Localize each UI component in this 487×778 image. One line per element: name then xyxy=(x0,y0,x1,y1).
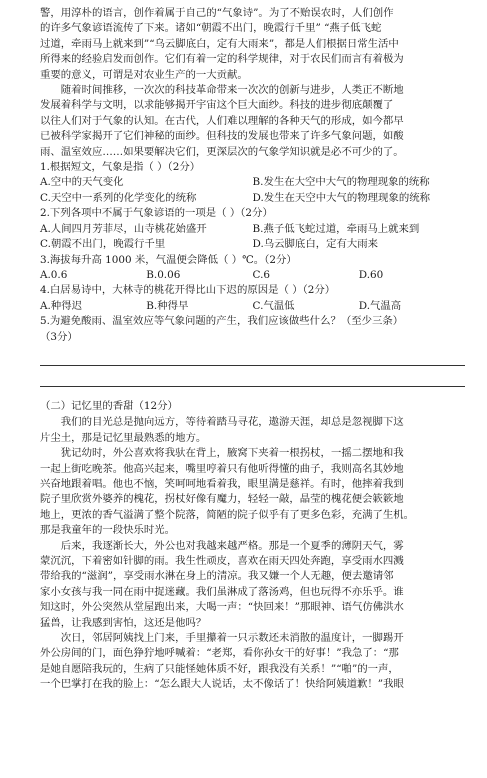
option-a: A.0.6 xyxy=(40,268,68,281)
option-d: D.气温高 xyxy=(358,299,402,312)
text-line: 带给我的“滋润”，享受雨水淋在身上的清凉。我又嫌一个人无趣，便去邀请邻 xyxy=(40,570,394,583)
option-c: C.气温低 xyxy=(252,299,295,312)
text-line: 我们的目光总是抛向远方，等待着踏马寻花，遨游天涯，却总是忽视脚下这 xyxy=(60,416,404,429)
option-d: D.发生在天空中大气的物理现象的统称 xyxy=(252,191,431,204)
text-line: 以往人们对于气象的认知。在古代，人们难以理解的各种天气的形成，如今都早 xyxy=(40,114,404,127)
option-c: C.6 xyxy=(252,268,270,281)
question-1 xyxy=(40,160,465,206)
text-line: 知这时，外公突然从堂屋跑出来，大喝一声：“快回来！”那眼神、语气仿佛洪水 xyxy=(40,601,404,614)
text-line: 已被科学家揭开了它们神秘的面纱。但科技的发展也带来了许多气象问题，如酸 xyxy=(40,130,404,143)
text-line: 是她自愿陪我玩的，生病了只能怪她体质不好，跟我没有关系！”“啪”的一声， xyxy=(40,662,399,675)
passage-2-para-3 xyxy=(40,539,465,631)
text-line: 重要的意义，可谓是对农业生产的一大贡献。 xyxy=(40,68,248,81)
question-score: （3分） xyxy=(40,330,78,343)
question-stem: 3.海拔每升高 1000 米，气温便会降低（ ）℃。（2分） xyxy=(40,253,297,266)
question-stem: 4.白居易诗中，大林寺的桃花开得比山下迟的原因是（ ）（2分） xyxy=(40,284,336,297)
option-b: B.燕子低飞蛇过道，牵雨马上就来到 xyxy=(252,222,420,235)
option-row xyxy=(40,268,465,283)
text-line: 次日，邻居阿姨找上门来，手里攥着一只示数还未消散的温度计，一脚踢开 xyxy=(60,632,404,645)
option-b: B.发生在大空中大气的物理现象的统称 xyxy=(252,176,430,189)
question-2 xyxy=(40,206,465,252)
option-a: A.人间四月芳菲尽，山寺桃花始盛开 xyxy=(40,222,207,235)
option-a: A.种得迟 xyxy=(40,299,82,312)
text-line: 后来，我逐渐长大，外公也对我越来越严格。那是一个夏季的薄阴天气，雾 xyxy=(60,539,404,552)
option-row xyxy=(40,237,465,252)
option-c: C.朝霞不出门，晚霞行千里 xyxy=(40,238,166,251)
text-line: 雨、温室效应……如果要解决它们，更深层次的气象学知识就是必不可少的了。 xyxy=(40,145,404,158)
text-line: 过道，牵雨马上就来到”“乌云脚底白，定有大雨来”，都是人们根据日常生活中 xyxy=(40,37,399,50)
text-line: 家小女孩与我一同在雨中捉迷藏。我们虽淋成了落汤鸡，但也玩得不亦乐乎。谁 xyxy=(40,585,404,598)
text-line: 蒙沉沉，下着密如针脚的雨。我生性顽皮，喜欢在雨天四处奔跑，享受雨水四溅 xyxy=(40,555,404,567)
text-line: 那是我童年的一段快乐时光。 xyxy=(40,524,176,537)
passage-2-para-1 xyxy=(40,415,465,446)
question-list xyxy=(40,160,465,387)
text-line: 片尘土，那是记忆里最熟悉的地方。 xyxy=(40,431,207,444)
text-line: 地上，更浓的香气溢满了整个院落，简陋的院子似乎有了更多色彩，充满了生机。 xyxy=(40,508,415,521)
text-line: 的许多气象谚语流传了下来。诸如“朝霞不出门，晚霞行千里” “燕子低飞蛇 xyxy=(40,22,382,35)
section-title: （二）记忆里的香甜（12分） xyxy=(40,399,178,412)
option-d: D.60 xyxy=(358,268,384,281)
question-stem: 1.根据短文，气象是指（ ）（2分） xyxy=(40,161,201,174)
text-line: 猛兽，让我感到害怕，这还是他吗？ xyxy=(40,616,207,629)
option-row xyxy=(40,222,465,237)
text-line: 一起上街吃晚茶。他高兴起来，嘴里哼着只有他听得懂的曲子，我则高名其妙地 xyxy=(40,462,404,475)
passage-1-para-2 xyxy=(40,83,465,160)
text-line: 犹记幼时，外公喜欢将我驮在背上，腋窝下夹着一根拐杖，一摇二摆地和我 xyxy=(60,447,404,460)
passage-2 xyxy=(40,399,465,693)
text-line: 一个巴掌打在我的脸上：“怎么跟大人说话，太不像话了！快给阿姨道歉！”我眼 xyxy=(40,678,404,691)
option-a: A.空中的天气变化 xyxy=(40,176,124,189)
text-line: 警，用淳朴的语言，创作着属于自己的“气象诗”。为了不贻误农时，人们创作 xyxy=(40,7,394,19)
option-c: C.天空中一系列的化学变化的统称 xyxy=(40,191,197,204)
option-d: D.乌云脚底白，定有大雨来 xyxy=(252,238,379,251)
option-row xyxy=(40,299,465,314)
question-5 xyxy=(40,314,465,387)
passage-2-para-4 xyxy=(40,631,465,693)
passage-1-para-1 xyxy=(40,6,465,83)
passage-2-para-2 xyxy=(40,446,465,538)
option-row xyxy=(40,175,465,190)
question-stem: 2.下列各项中不属于气象谚语的一项是（ ）（2分） xyxy=(40,207,273,220)
option-row xyxy=(40,191,465,206)
answer-line[interactable] xyxy=(40,386,465,387)
text-line: 院子里欣赏外婆养的槐花，拐杖好像有魔力，轻轻一敲，晶莹的槐花便会簌簌地 xyxy=(40,493,404,506)
text-line: 随着时间推移，一次次的科技革命带来一次次的创新与进步，人类正不断地 xyxy=(60,84,404,97)
question-3 xyxy=(40,253,465,284)
question-stem: 5.为避免酸雨、温室效应等气象问题的产生，我们应该做些什么？（至少三条） xyxy=(40,315,404,328)
question-4 xyxy=(40,283,465,314)
passage-1 xyxy=(40,6,465,160)
option-b: B.0.06 xyxy=(146,268,181,281)
text-line: 发展着科学与文明，以求能够揭开宇宙这个巨大面纱。科技的进步彻底颠覆了 xyxy=(40,99,394,112)
text-line: 兴奋地跟着唱。他也不恼，笑呵呵地看着我，眼里满是慈祥。有时，他摔着我到 xyxy=(40,477,404,490)
option-b: B.种得早 xyxy=(146,299,189,312)
text-line: 外公房间的门，面色狰狞地呼喊着：“老郑，看你孙女干的好事！”我急了：“那 xyxy=(40,647,399,660)
text-line: 所得来的经验启发而创作。它们有着一定的科学规律，对于农民们而言有着极为 xyxy=(40,53,404,66)
